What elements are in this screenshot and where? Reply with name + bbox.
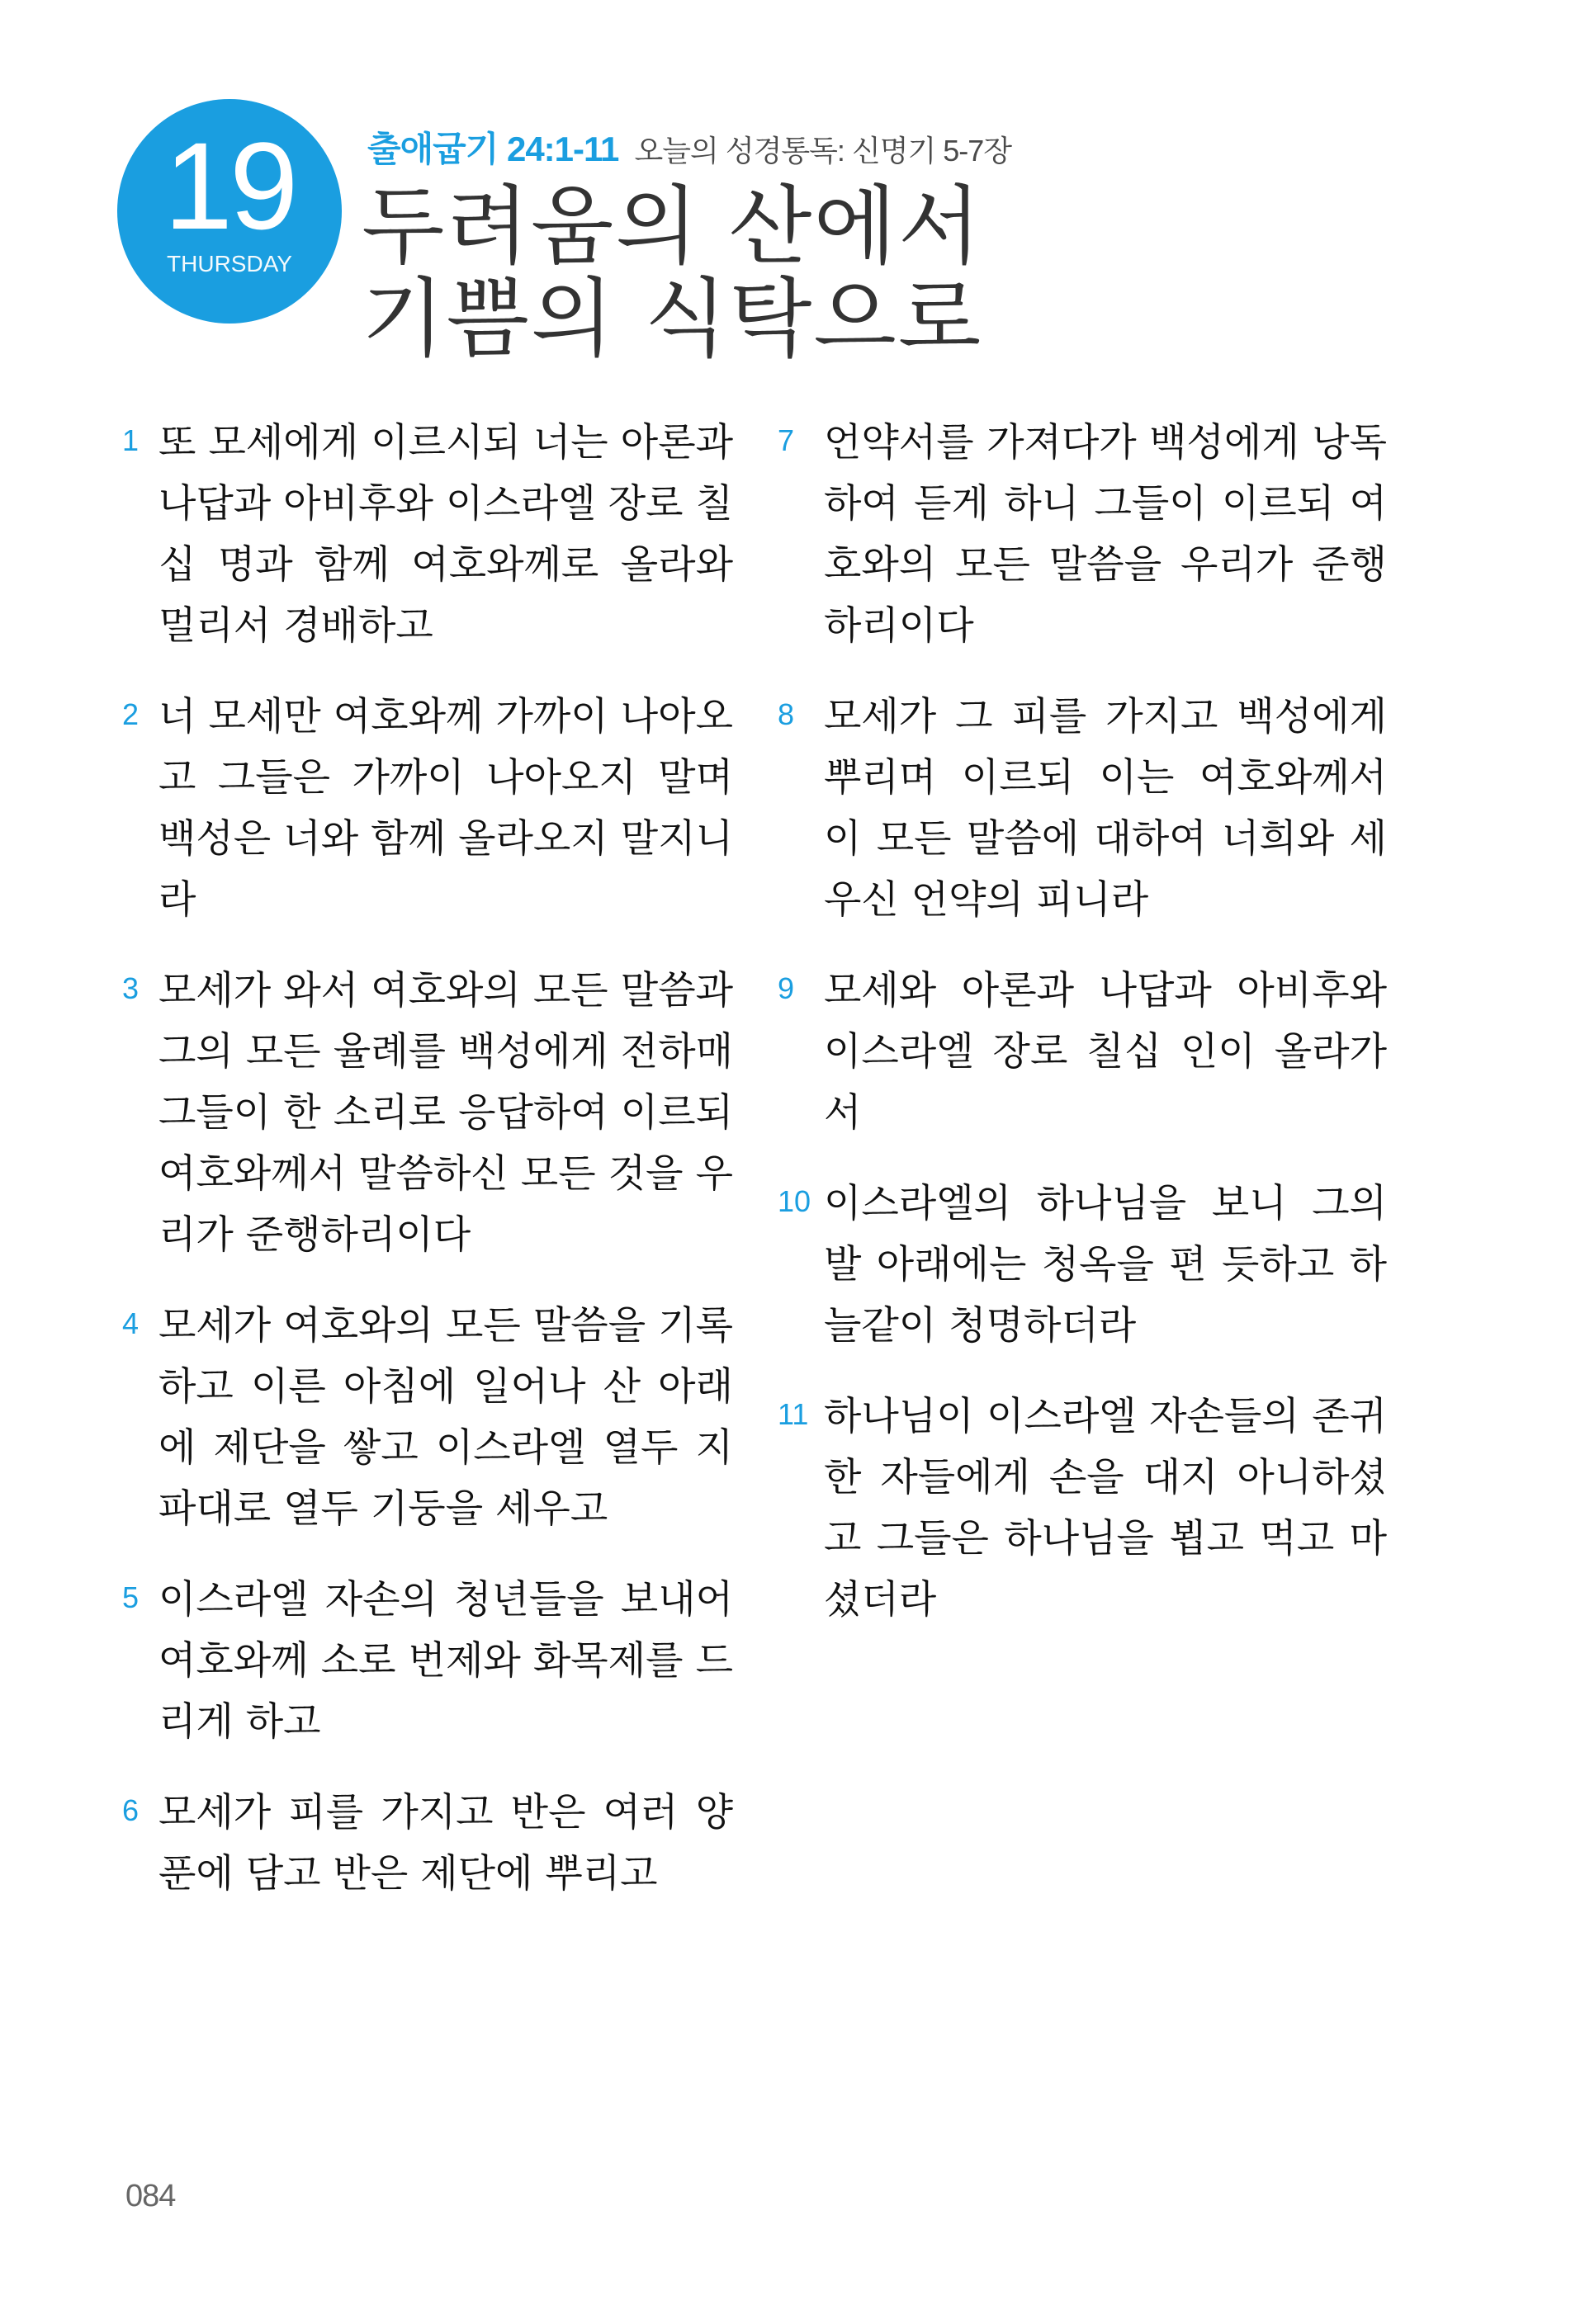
verse-text: 모세가 여호와의 모든 말씀을 기록하고 이른 아침에 일어나 산 아래에 제단을 쌓고 이스라엘 열두 지파대로 열두 기둥을 세우고 [158, 1303, 733, 1532]
verse [776, 413, 1387, 657]
verse [122, 1296, 733, 1540]
verse [122, 961, 733, 1266]
page-title [362, 176, 983, 369]
verse-number: 10 [778, 1184, 811, 1218]
verse-text: 모세가 그 피를 가지고 백성에게 뿌리며 이르되 이는 여호와께서 이 모든 말씀에 대하여 너희와 세우신 언약의 피니라 [824, 694, 1387, 923]
verse-column-left [122, 413, 733, 1934]
verse [122, 413, 733, 657]
today-reading: 오늘의 성경통독: 신명기 5-7장 [634, 134, 1012, 168]
verse [122, 1783, 733, 1905]
verse-text: 모세가 피를 가지고 반은 여러 양푼에 담고 반은 제단에 뿌리고 [158, 1790, 733, 1897]
verse-column-right [776, 413, 1387, 1660]
day-number: 19 [163, 116, 296, 255]
verse-text: 이스라엘의 하나님을 보니 그의 발 아래에는 청옥을 편 듯하고 하늘같이 청명하더라 [824, 1181, 1387, 1349]
verse [122, 687, 733, 931]
verse-text: 이스라엘 자손의 청년들을 보내어 여호와께 소로 번제와 화목제를 드리게 하고 [158, 1577, 733, 1745]
verse-number: 1 [122, 423, 140, 457]
verse [776, 1386, 1387, 1631]
verse-text: 모세와 아론과 나답과 아비후와 이스라엘 장로 칠십 인이 올라가서 [824, 968, 1387, 1136]
day-badge [117, 99, 342, 324]
verse-number: 11 [778, 1397, 809, 1431]
verse-number: 3 [122, 971, 140, 1005]
verse [122, 1570, 733, 1753]
verse-number: 5 [122, 1580, 140, 1614]
verse-text: 또 모세에게 이르시되 너는 아론과 나답과 아비후와 이스라엘 장로 칠십 명과 함께 여호와께로 올라와 멀리서 경배하고 [158, 420, 733, 649]
verse-number: 7 [778, 423, 795, 457]
verse-text: 모세가 와서 여호와의 모든 말씀과 그의 모든 율례를 백성에게 전하매 그들이 한 소리로 응답하여 이르되 여호와께서 말씀하신 모든 것을 우리가 준행하리이다 [158, 968, 733, 1258]
scripture-reference: 출애굽기 24:1-11 [367, 130, 619, 168]
verse-number: 6 [122, 1793, 140, 1827]
page-title-line-2: 기쁨의 식탁으로 [362, 268, 983, 369]
verse-number: 4 [122, 1306, 140, 1340]
verse-number: 8 [778, 697, 795, 731]
verse-text: 하나님이 이스라엘 자손들의 존귀한 자들에게 손을 대지 아니하셨고 그들은 하나님을 뵙고 먹고 마셨더라 [824, 1394, 1387, 1623]
verse [776, 1174, 1387, 1357]
verse [776, 961, 1387, 1144]
verse-number: 9 [778, 971, 795, 1005]
verse-number: 2 [122, 697, 140, 731]
day-weekday: THURSDAY [167, 251, 292, 276]
page-number: 084 [125, 2179, 176, 2213]
verse-text: 너 모세만 여호와께 가까이 나아오고 그들은 가까이 나아오지 말며 백성은 너와 함께 올라오지 말지니라 [158, 694, 733, 923]
page-title-line-1: 두려움의 산에서 [362, 176, 983, 276]
reading-header [367, 122, 1011, 172]
verse [776, 687, 1387, 931]
verse-text: 언약서를 가져다가 백성에게 낭독하여 듣게 하니 그들이 이르되 여호와의 모든 말씀을 우리가 준행하리이다 [824, 420, 1387, 649]
